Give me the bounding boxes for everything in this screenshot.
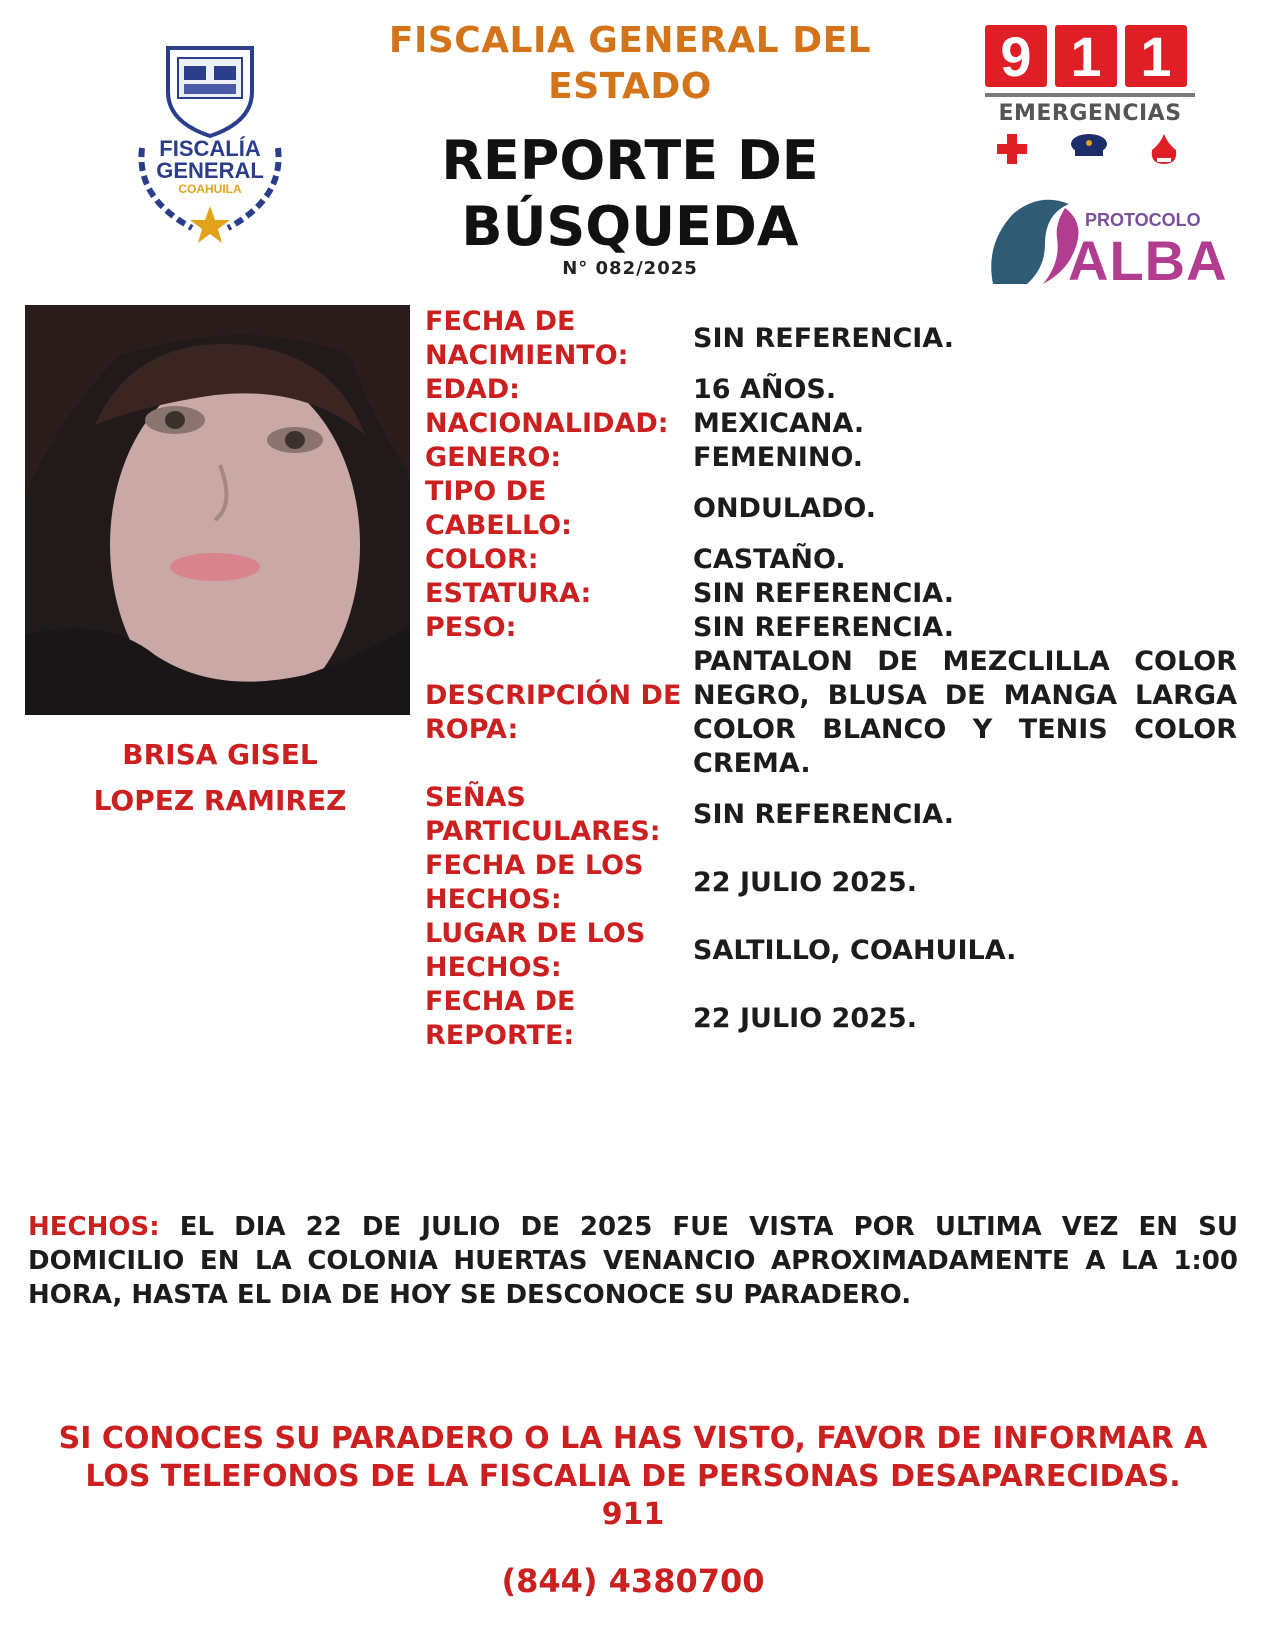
name-line1: BRISA GISEL bbox=[122, 738, 318, 771]
alba-logo-small-text: PROTOCOLO bbox=[1085, 210, 1201, 230]
field-label-line: PARTICULARES: bbox=[425, 816, 661, 847]
page-title-line1: REPORTE DE bbox=[441, 129, 819, 192]
field-label: PESO: bbox=[425, 612, 517, 643]
field-label-line: FECHA DE LOS bbox=[425, 850, 644, 881]
page-title bbox=[390, 128, 870, 260]
fiscalia-logo-line3: COAHUILA bbox=[178, 182, 242, 196]
hechos-text: EL DIA 22 DE JULIO DE 2025 FUE VISTA POR ULTIMA VEZ EN SU DOMICILIO EN LA COLONIA HUERTAS VENANCIO APROXIMADAMENTE A LA 1:00 HORA, HASTA EL DIA DE HOY SE DESCONOCE SU PARADERO. bbox=[28, 1212, 1238, 1310]
fiscalia-logo bbox=[120, 38, 300, 248]
field-label-line: SEÑAS bbox=[425, 782, 526, 813]
field-value: MEXICANA. bbox=[693, 408, 865, 439]
field-value: 16 AÑOS. bbox=[693, 374, 837, 405]
field-label bbox=[425, 781, 693, 849]
field-label bbox=[425, 917, 693, 985]
field-label-line: DESCRIPCIÓN DE bbox=[425, 680, 682, 711]
field-nacionalidad bbox=[425, 407, 1237, 441]
missing-person-name bbox=[40, 732, 400, 824]
field-label-line: REPORTE: bbox=[425, 1020, 575, 1051]
emergency-911-logo bbox=[985, 25, 1195, 166]
field-label: EDAD: bbox=[425, 374, 520, 405]
field-value: SIN REFERENCIA. bbox=[693, 612, 954, 643]
emergency-label: EMERGENCIAS bbox=[998, 101, 1182, 126]
field-genero bbox=[425, 441, 1237, 475]
field-label bbox=[425, 679, 693, 747]
field-label-line: TIPO DE bbox=[425, 476, 547, 507]
emergency-digit: 1 bbox=[1055, 25, 1117, 87]
emergency-digits bbox=[985, 25, 1195, 87]
emergency-divider bbox=[985, 93, 1195, 97]
hechos-label: HECHOS: bbox=[28, 1212, 160, 1242]
field-label-line: HECHOS: bbox=[425, 952, 562, 983]
field-label-line: ROPA: bbox=[425, 714, 519, 745]
fiscalia-logo-line1: FISCALÍA bbox=[159, 136, 261, 161]
details-table bbox=[425, 305, 1237, 1053]
alba-logo-big-text: ALBA bbox=[1068, 229, 1228, 292]
footer-notice bbox=[30, 1420, 1236, 1534]
field-label: COLOR: bbox=[425, 544, 539, 575]
agency-name bbox=[360, 18, 900, 110]
field-label: ESTATURA: bbox=[425, 578, 592, 609]
field-value: ONDULADO. bbox=[693, 493, 877, 524]
agency-name-line1: FISCALIA GENERAL DEL bbox=[388, 20, 872, 61]
field-value: SIN REFERENCIA. bbox=[693, 323, 954, 354]
field-value: CASTAÑO. bbox=[693, 544, 846, 575]
police-cap-icon bbox=[1069, 132, 1109, 162]
field-label bbox=[425, 475, 693, 543]
field-peso bbox=[425, 611, 1237, 645]
field-value: FEMENINO. bbox=[693, 442, 864, 473]
fiscalia-logo-line2: GENERAL bbox=[156, 158, 264, 183]
footer-line1: SI CONOCES SU PARADERO O LA HAS VISTO, FAVOR DE INFORMAR A bbox=[58, 1421, 1208, 1456]
field-fecha-reporte bbox=[425, 985, 1237, 1053]
field-color bbox=[425, 543, 1237, 577]
field-value: SALTILLO, COAHUILA. bbox=[693, 935, 1017, 966]
field-senas-particulares bbox=[425, 781, 1237, 849]
field-tipo-cabello bbox=[425, 475, 1237, 543]
field-value: SIN REFERENCIA. bbox=[693, 799, 954, 830]
field-label-line: HECHOS: bbox=[425, 884, 562, 915]
hechos-paragraph bbox=[28, 1210, 1238, 1312]
field-value: 22 JULIO 2025. bbox=[693, 867, 917, 898]
field-fecha-nacimiento bbox=[425, 305, 1237, 373]
field-edad bbox=[425, 373, 1237, 407]
field-lugar-hechos bbox=[425, 917, 1237, 985]
page-title-line2: BÚSQUEDA bbox=[461, 195, 799, 258]
field-label-line: FECHA DE bbox=[425, 986, 576, 1017]
red-cross-icon bbox=[995, 132, 1029, 166]
contact-phone: (844) 4380700 bbox=[501, 1562, 765, 1600]
field-label-line: NACIMIENTO: bbox=[425, 340, 629, 371]
field-fecha-hechos bbox=[425, 849, 1237, 917]
emergency-digit: 1 bbox=[1125, 25, 1187, 87]
footer-line2: LOS TELEFONOS DE LA FISCALIA DE PERSONAS DESAPARECIDAS. bbox=[85, 1459, 1181, 1494]
field-label-line: LUGAR DE LOS bbox=[425, 918, 646, 949]
field-estatura bbox=[425, 577, 1237, 611]
footer-emergency-number: 911 bbox=[601, 1497, 665, 1532]
missing-person-photo bbox=[25, 305, 410, 715]
field-label-line: CABELLO: bbox=[425, 510, 572, 541]
fire-icon bbox=[1149, 132, 1179, 166]
field-label bbox=[425, 849, 693, 917]
field-value: PANTALON DE MEZCLILLA COLOR NEGRO, BLUSA DE MANGA LARGA COLOR BLANCO Y TENIS COLOR CREMA. bbox=[693, 646, 1237, 779]
portrait-image bbox=[25, 305, 410, 715]
field-label: GENERO: bbox=[425, 442, 562, 473]
emergency-digit: 9 bbox=[985, 25, 1047, 87]
field-label bbox=[425, 985, 693, 1053]
field-label-line: FECHA DE bbox=[425, 306, 576, 337]
report-number: N° 082/2025 bbox=[562, 258, 698, 279]
name-line2: LOPEZ RAMIREZ bbox=[93, 784, 347, 817]
field-value: SIN REFERENCIA. bbox=[693, 578, 954, 609]
field-label bbox=[425, 305, 693, 373]
field-descripcion-ropa bbox=[425, 645, 1237, 781]
field-label: NACIONALIDAD: bbox=[425, 408, 669, 439]
agency-name-line2: ESTADO bbox=[548, 66, 712, 107]
field-value: 22 JULIO 2025. bbox=[693, 1003, 917, 1034]
